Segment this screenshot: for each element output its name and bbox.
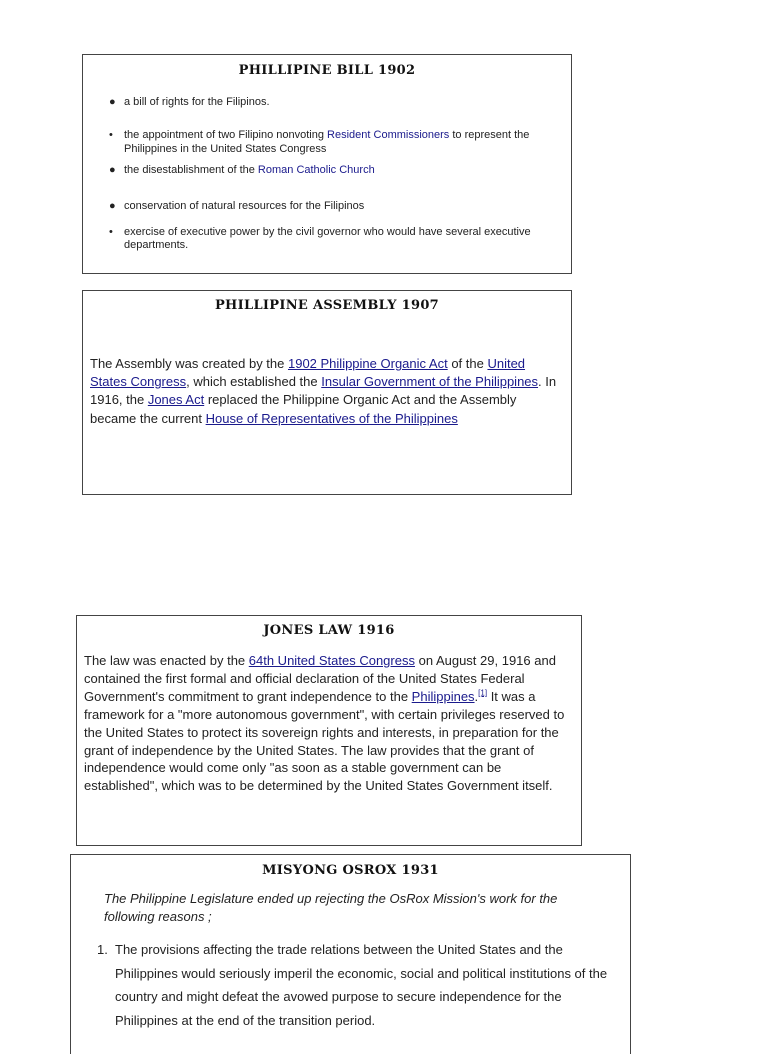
item-text: a bill of rights for the Filipinos. bbox=[124, 96, 270, 108]
64th-congress-link[interactable]: 64th United States Congress bbox=[248, 653, 415, 668]
paragraph-text: The Assembly was created by the bbox=[90, 356, 288, 371]
paragraph-text: of the bbox=[447, 356, 488, 371]
paragraph-text: . bbox=[474, 688, 479, 704]
house-of-representatives-link[interactable]: House of Representatives of the Philippines bbox=[205, 410, 458, 426]
phillipine-assembly-1907-box bbox=[82, 290, 572, 495]
resident-commissioners-link[interactable]: Resident Commissioners bbox=[327, 129, 450, 141]
paragraph-text: , which established the bbox=[186, 374, 322, 390]
roman-catholic-church-link[interactable]: Roman Catholic Church bbox=[257, 164, 375, 176]
paragraph-text: The law was enacted by the bbox=[84, 653, 249, 668]
list-item bbox=[97, 938, 612, 1032]
item-text: conservation of natural resources for the Filipinos bbox=[124, 200, 365, 212]
item-number: 1. bbox=[97, 942, 108, 957]
reasons-list bbox=[97, 938, 612, 1032]
box-title: PHILLIPINE BILL 1902 bbox=[238, 63, 416, 78]
reference-link[interactable]: [1] bbox=[478, 688, 488, 698]
insular-government-link[interactable]: Insular Government of the Philippines bbox=[321, 374, 539, 390]
bullet-icon: • bbox=[109, 129, 113, 141]
misyong-osrox-1931-box bbox=[70, 854, 631, 1054]
us-congress-link[interactable]: United States Congress bbox=[90, 356, 526, 390]
bullet-icon: ● bbox=[109, 200, 116, 212]
phillipine-bill-1902-box bbox=[82, 54, 572, 274]
item-text: The provisions affecting the trade relations between the United States and the Philippines would seriously imperil the economic, social and political institutions of the country and might defeat the avowed purpose to secure independence for the Philippines at the end of the transition period. bbox=[115, 942, 608, 1028]
organic-act-link[interactable]: 1902 Philippine Organic Act bbox=[287, 356, 448, 371]
paragraph-text: . In 1916, the bbox=[90, 374, 557, 408]
box-title: JONES LAW 1916 bbox=[263, 623, 395, 638]
bullet-icon: ● bbox=[109, 164, 116, 176]
item-text: the disestablishment of the bbox=[124, 164, 258, 176]
intro-text: The Philippine Legislature ended up rejecting the OsRox Mission's work for the following reasons ; bbox=[104, 891, 558, 924]
item-text: the appointment of two Filipino nonvoting bbox=[124, 129, 328, 141]
item-text: to represent the Philippines in the United States Congress bbox=[124, 129, 530, 155]
bullet-icon: • bbox=[109, 226, 113, 238]
list-item bbox=[109, 163, 557, 177]
list-item bbox=[109, 128, 557, 156]
list-item bbox=[109, 95, 557, 109]
bullet-icon: ● bbox=[109, 96, 116, 108]
jones-law-paragraph bbox=[84, 652, 576, 795]
item-text: exercise of executive power by the civil governor who would have several executive departments. bbox=[124, 226, 531, 251]
list-item bbox=[109, 199, 557, 213]
paragraph-text: replaced the Philippine Organic Act and the Assembly became the current bbox=[90, 392, 517, 426]
box-title: PHILLIPINE ASSEMBLY 1907 bbox=[214, 298, 440, 313]
jones-law-1916-box bbox=[76, 615, 582, 846]
jones-act-link[interactable]: Jones Act bbox=[147, 392, 205, 408]
assembly-paragraph bbox=[90, 355, 565, 428]
list-item bbox=[109, 226, 557, 252]
box-title: MISYONG OSROX 1931 bbox=[262, 863, 439, 878]
philippines-link[interactable]: Philippines bbox=[411, 688, 475, 704]
paragraph-text: on August 29, 1916 and contained the first formal and official declaration of the United States Federal Government's commitment to grant independence to the bbox=[84, 653, 556, 704]
paragraph-text: It was a framework for a "more autonomous government", with certain privileges reserved to the United States to protect its sovereign rights and interests, in preparation for the grant of independence by the United States. The law provides that the grant of independence would come only "as soon as a stable government can be established", which was to be determined by the United States Government itself. bbox=[84, 688, 565, 794]
